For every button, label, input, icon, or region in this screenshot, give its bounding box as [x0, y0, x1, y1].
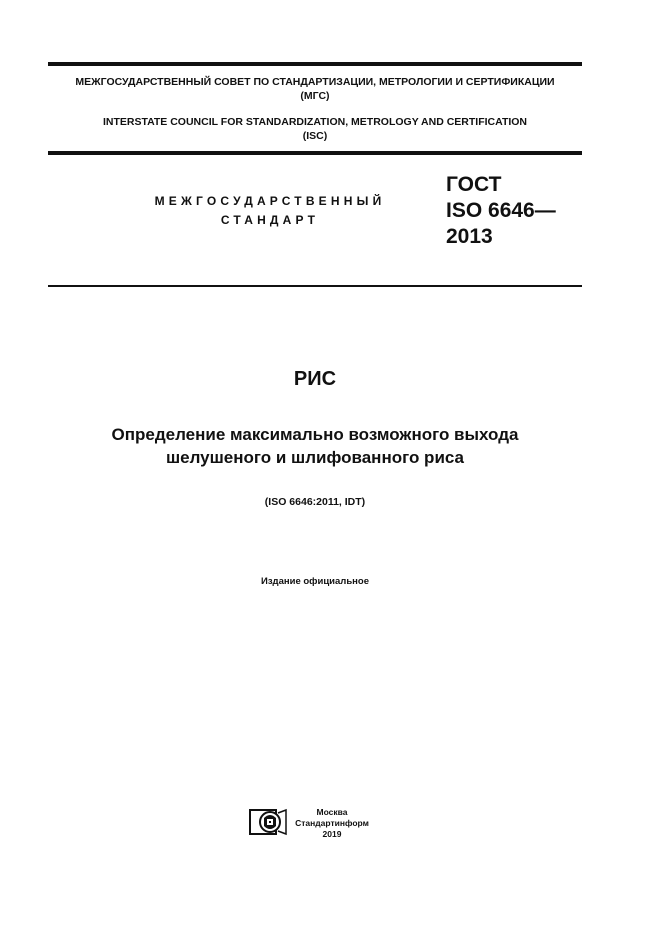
standard-type-line1: МЕЖГОСУДАРСТВЕННЫЙ	[154, 194, 386, 208]
subtitle-line1: Определение максимально возможного выхода	[111, 425, 519, 444]
council-en-line1: INTERSTATE COUNCIL FOR STANDARDIZATION, METROLOGY AND CERTIFICATION	[102, 116, 528, 128]
publisher-name: Стандартинформ	[295, 818, 369, 828]
standard-type-line2: СТАНДАРТ	[220, 213, 320, 227]
council-en-abbrev: (ISC)	[302, 130, 328, 142]
council-ru-abbrev: (МГС)	[300, 90, 330, 102]
standartinform-logo-icon	[248, 807, 288, 837]
gost-label: ГОСТ	[446, 173, 502, 196]
publisher-city: Москва	[316, 807, 348, 817]
document-subtitle	[48, 423, 582, 469]
iso-equivalence: (ISO 6646:2011, IDT)	[264, 496, 366, 508]
council-en	[48, 115, 582, 143]
gost-number: ISO 6646—	[446, 199, 556, 222]
publisher-year: 2019	[322, 829, 342, 839]
document-title: РИС	[293, 368, 337, 390]
top-rule	[48, 62, 582, 66]
council-ru-line1: МЕЖГОСУДАРСТВЕННЫЙ СОВЕТ ПО СТАНДАРТИЗАЦИИ, МЕТРОЛОГИИ И СЕРТИФИКАЦИИ	[75, 76, 555, 88]
council-ru	[48, 75, 582, 103]
publisher-block	[292, 807, 372, 840]
designation-rule	[48, 285, 582, 287]
subtitle-line2: шелушеного и шлифованного риса	[165, 448, 465, 467]
header-rule	[48, 151, 582, 155]
edition-note: Издание официальное	[261, 576, 369, 587]
gost-designation	[446, 172, 556, 250]
gost-year: 2013	[446, 225, 493, 248]
